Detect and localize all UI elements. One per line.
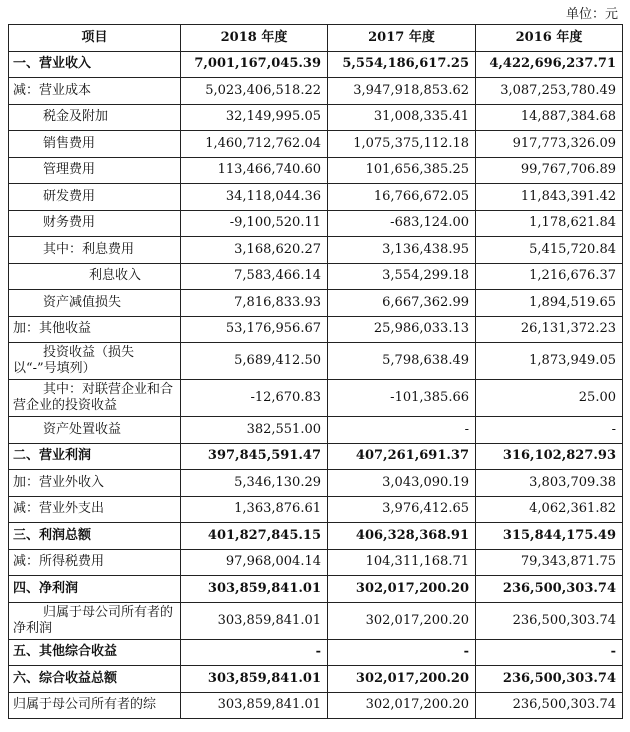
- value-2017: 302,017,200.20: [328, 692, 476, 719]
- value-2017: -: [328, 417, 476, 444]
- header-item: 项目: [9, 25, 181, 52]
- table-row: [9, 184, 623, 211]
- value-2018: 34,118,044.36: [181, 184, 328, 211]
- value-2018: 7,001,167,045.39: [181, 51, 328, 78]
- value-2018: 3,168,620.27: [181, 237, 328, 264]
- value-2017: -: [328, 639, 476, 666]
- value-2017: 302,017,200.20: [328, 576, 476, 603]
- table-row: [9, 104, 623, 131]
- value-2017: 31,008,335.41: [328, 104, 476, 131]
- row-label: [9, 496, 181, 523]
- row-label-text: 利息收入: [89, 268, 142, 284]
- value-2016: 315,844,175.49: [476, 523, 623, 550]
- value-2018: 97,968,004.14: [181, 549, 328, 576]
- row-label-text: 归属于母公司所有者的净利润: [13, 604, 174, 636]
- table-row: [9, 263, 623, 290]
- value-2016: 1,178,621.84: [476, 210, 623, 237]
- value-2017: -683,124.00: [328, 210, 476, 237]
- table-row: [9, 131, 623, 158]
- row-label: [9, 104, 181, 131]
- value-2016: -: [476, 639, 623, 666]
- header-2018: 2018 年度: [181, 25, 328, 52]
- row-label: [9, 290, 181, 317]
- value-2017: 16,766,672.05: [328, 184, 476, 211]
- value-2016: 4,062,361.82: [476, 496, 623, 523]
- table-row: [9, 523, 623, 550]
- value-2017: 3,947,918,853.62: [328, 78, 476, 105]
- value-2018: 397,845,591.47: [181, 443, 328, 470]
- value-2017: 407,261,691.37: [328, 443, 476, 470]
- value-2018: 382,551.00: [181, 417, 328, 444]
- row-label-text: 销售费用: [43, 135, 96, 151]
- value-2017: 5,798,638.49: [328, 343, 476, 380]
- value-2018: 303,859,841.01: [181, 666, 328, 693]
- row-label-text: 资产处置收益: [43, 421, 122, 437]
- value-2016: 236,500,303.74: [476, 692, 623, 719]
- value-2018: 113,466,740.60: [181, 157, 328, 184]
- row-label-text: 其中：利息费用: [43, 241, 135, 257]
- value-2018: 53,176,956.67: [181, 316, 328, 343]
- value-2018: 303,859,841.01: [181, 692, 328, 719]
- value-2016: 26,131,372.23: [476, 316, 623, 343]
- header-2016: 2016 年度: [476, 25, 623, 52]
- table-body: [9, 51, 623, 719]
- value-2017: 3,136,438.95: [328, 237, 476, 264]
- table-row: [9, 639, 623, 666]
- value-2016: 3,803,709.38: [476, 470, 623, 497]
- value-2017: -101,385.66: [328, 380, 476, 417]
- value-2017: 1,075,375,112.18: [328, 131, 476, 158]
- value-2016: 11,843,391.42: [476, 184, 623, 211]
- header-2017: 2017 年度: [328, 25, 476, 52]
- unit-label: 单位：元: [565, 7, 618, 22]
- table-row: [9, 380, 623, 417]
- row-label: [9, 666, 181, 693]
- row-label: [9, 523, 181, 550]
- value-2016: 917,773,326.09: [476, 131, 623, 158]
- table-row: [9, 549, 623, 576]
- value-2016: 14,887,384.68: [476, 104, 623, 131]
- row-label-text: 资产减值损失: [43, 294, 122, 310]
- value-2018: -12,670.83: [181, 380, 328, 417]
- table-row: [9, 496, 623, 523]
- row-label: [9, 343, 181, 380]
- row-label-text: 财务费用: [43, 215, 96, 231]
- row-label-text: 减：营业外支出: [13, 501, 105, 517]
- row-label-text: 三、利润总额: [13, 527, 92, 543]
- row-label-text: 四、净利润: [13, 580, 79, 596]
- table-row: [9, 210, 623, 237]
- row-label: [9, 184, 181, 211]
- value-2017: 3,554,299.18: [328, 263, 476, 290]
- value-2016: 236,500,303.74: [476, 666, 623, 693]
- value-2016: 316,102,827.93: [476, 443, 623, 470]
- value-2018: 1,363,876.61: [181, 496, 328, 523]
- value-2016: 4,422,696,237.71: [476, 51, 623, 78]
- value-2017: 3,043,090.19: [328, 470, 476, 497]
- row-label-text: 研发费用: [43, 188, 96, 204]
- value-2017: 3,976,412.65: [328, 496, 476, 523]
- value-2017: 6,667,362.99: [328, 290, 476, 317]
- row-label-text: 管理费用: [43, 162, 96, 178]
- value-2018: 1,460,712,762.04: [181, 131, 328, 158]
- row-label-text: 六、综合收益总额: [13, 670, 118, 686]
- row-label: [9, 316, 181, 343]
- value-2018: 32,149,995.05: [181, 104, 328, 131]
- value-2017: 104,311,168.71: [328, 549, 476, 576]
- value-2018: 7,583,466.14: [181, 263, 328, 290]
- value-2016: 1,894,519.65: [476, 290, 623, 317]
- value-2017: 302,017,200.20: [328, 602, 476, 639]
- row-label: [9, 237, 181, 264]
- value-2016: 79,343,871.75: [476, 549, 623, 576]
- income-statement-table: [8, 24, 623, 719]
- row-label: [9, 263, 181, 290]
- row-label-text: 投资收益（损失以“-”号填列）: [13, 345, 135, 376]
- value-2016: 3,087,253,780.49: [476, 78, 623, 105]
- table-row: [9, 51, 623, 78]
- row-label: [9, 380, 181, 417]
- value-2017: 25,986,033.13: [328, 316, 476, 343]
- value-2017: 302,017,200.20: [328, 666, 476, 693]
- row-label: [9, 470, 181, 497]
- value-2017: 5,554,186,617.25: [328, 51, 476, 78]
- table-row: [9, 78, 623, 105]
- row-label-text: 减：营业成本: [13, 82, 92, 98]
- table-row: [9, 290, 623, 317]
- table-row: [9, 692, 623, 719]
- row-label: [9, 417, 181, 444]
- value-2018: 303,859,841.01: [181, 602, 328, 639]
- row-label: [9, 549, 181, 576]
- table-row: [9, 343, 623, 380]
- value-2018: 5,346,130.29: [181, 470, 328, 497]
- value-2018: 303,859,841.01: [181, 576, 328, 603]
- value-2016: 5,415,720.84: [476, 237, 623, 264]
- row-label-text: 税金及附加: [43, 109, 109, 125]
- row-label: [9, 131, 181, 158]
- value-2018: 401,827,845.15: [181, 523, 328, 550]
- row-label-text: 一、营业收入: [13, 56, 92, 72]
- row-label-text: 二、营业利润: [13, 448, 92, 464]
- table-row: [9, 157, 623, 184]
- value-2018: 5,689,412.50: [181, 343, 328, 380]
- value-2016: 1,216,676.37: [476, 263, 623, 290]
- row-label-text: 其中：对联营企业和合营企业的投资收益: [13, 382, 174, 413]
- table-row: [9, 237, 623, 264]
- row-label-text: 五、其他综合收益: [13, 644, 118, 660]
- row-label-text: 归属于母公司所有者的综: [13, 697, 157, 713]
- value-2016: 99,767,706.89: [476, 157, 623, 184]
- value-2018: -: [181, 639, 328, 666]
- row-label-text: 加：其他收益: [13, 321, 92, 337]
- value-2016: 236,500,303.74: [476, 576, 623, 603]
- table-row: [9, 576, 623, 603]
- table-row: [9, 666, 623, 693]
- row-label: [9, 210, 181, 237]
- value-2017: 101,656,385.25: [328, 157, 476, 184]
- row-label: [9, 602, 181, 639]
- value-2016: -: [476, 417, 623, 444]
- table-header-row: [9, 25, 623, 52]
- row-label: [9, 51, 181, 78]
- value-2018: -9,100,520.11: [181, 210, 328, 237]
- row-label: [9, 157, 181, 184]
- row-label-text: 减：所得税费用: [13, 554, 105, 570]
- value-2016: 1,873,949.05: [476, 343, 623, 380]
- value-2018: 7,816,833.93: [181, 290, 328, 317]
- row-label: [9, 78, 181, 105]
- table-row: [9, 602, 623, 639]
- row-label: [9, 443, 181, 470]
- table-row: [9, 316, 623, 343]
- value-2016: 25.00: [476, 380, 623, 417]
- table-row: [9, 443, 623, 470]
- row-label-text: 加：营业外收入: [13, 474, 105, 490]
- value-2018: 5,023,406,518.22: [181, 78, 328, 105]
- row-label: [9, 692, 181, 719]
- row-label: [9, 576, 181, 603]
- table-row: [9, 470, 623, 497]
- value-2017: 406,328,368.91: [328, 523, 476, 550]
- value-2016: 236,500,303.74: [476, 602, 623, 639]
- table-row: [9, 417, 623, 444]
- row-label: [9, 639, 181, 666]
